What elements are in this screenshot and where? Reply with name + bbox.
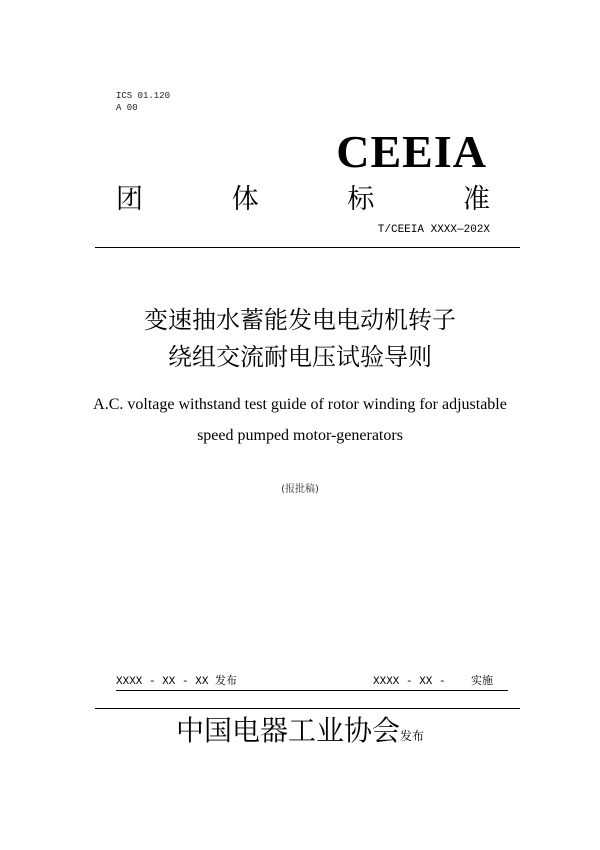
implement-date: XXXX - XX -: [373, 676, 446, 688]
ccs-code: A 00: [116, 103, 138, 113]
kind-char: 标: [347, 184, 375, 215]
kind-char: 体: [231, 184, 259, 215]
dates-row: [116, 675, 508, 691]
ics-code: ICS 01.120: [116, 91, 171, 101]
bottom-divider: [95, 708, 520, 709]
title-zh-line1: 变速抽水蓄能发电电动机转子: [144, 306, 456, 334]
kind-char: 团: [116, 184, 143, 215]
ceeia-logo: CEEIA: [336, 126, 487, 177]
title-en-line2: speed pumped motor-generators: [197, 427, 403, 444]
publisher-name: 中国电器工业协会: [175, 714, 400, 747]
implement-label: 实施: [471, 676, 493, 688]
kind-char: 准: [462, 184, 490, 215]
standard-kind: [116, 184, 490, 216]
classification-codes: [116, 90, 170, 114]
publisher: [0, 714, 600, 753]
draft-status: (报批稿): [281, 484, 319, 495]
publisher-suffix: 发布: [400, 729, 425, 743]
top-divider: [95, 247, 520, 248]
title-en-line1: A.C. voltage withstand test guide of rotor winding for adjustable: [93, 396, 507, 413]
standard-code: T/CEEIA XXXX—202X: [377, 224, 490, 236]
publish-date: XXXX - XX - XX 发布: [116, 676, 238, 688]
title-zh-line2: 绕组交流耐电压试验导则: [168, 343, 432, 371]
